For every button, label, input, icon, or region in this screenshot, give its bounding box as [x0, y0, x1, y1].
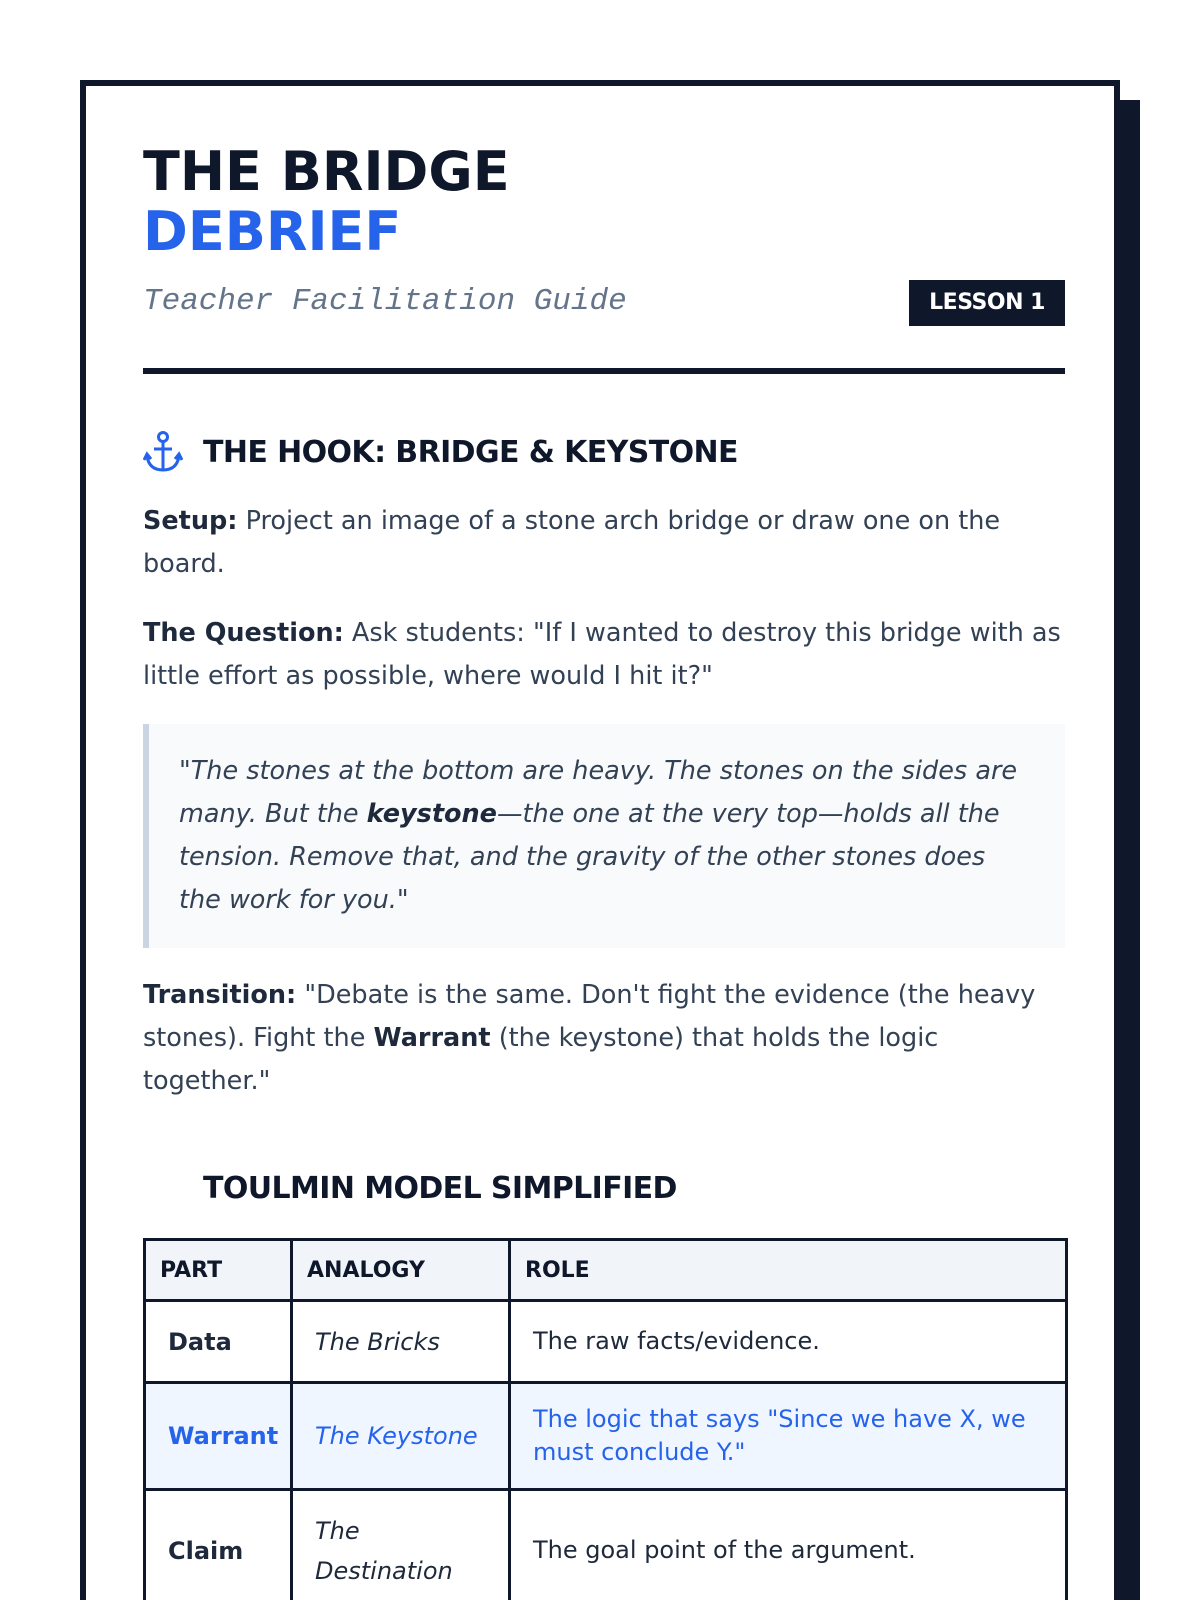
hook-heading: THE HOOK: BRIDGE & KEYSTONE: [203, 434, 738, 470]
question-label: The Question:: [143, 618, 344, 648]
question-paragraph: [143, 612, 1065, 698]
transition-label: Transition:: [143, 980, 297, 1010]
column-header-analogy: ANALOGY: [292, 1240, 510, 1301]
table-row-warrant: [145, 1383, 1067, 1490]
header-divider: [143, 368, 1065, 374]
part-cell: Data: [145, 1301, 292, 1383]
keystone-quote: [143, 724, 1065, 948]
transition-warrant: Warrant: [373, 1023, 491, 1053]
anchor-icon: [143, 430, 183, 474]
column-header-part: PART: [145, 1240, 292, 1301]
transition-text-start: "Debate is the same. Don't fight the evidence (the heavy stones). Fight the: [143, 980, 1036, 1053]
part-cell: Claim: [145, 1490, 292, 1600]
role-cell: The goal point of the argument.: [510, 1490, 1067, 1600]
subtitle: Teacher Facilitation Guide: [143, 284, 627, 319]
setup-text: Project an image of a stone arch bridge or draw one on the board.: [143, 506, 1001, 579]
card-content: [143, 142, 1065, 1600]
quote-text-start: "The stones at the bottom are heavy. The stones on the sides are many. But the: [179, 756, 1018, 829]
column-header-role: ROLE: [510, 1240, 1067, 1301]
table-row-data: [145, 1301, 1067, 1383]
table-row-claim: [145, 1490, 1067, 1600]
quote-text-end: —the one at the very top—holds all the tension. Remove that, and the gravity of the other stones does the work for you.": [179, 799, 1000, 915]
quote-keystone: keystone: [366, 799, 497, 829]
table-header-row: [145, 1240, 1067, 1301]
title-line-1: THE BRIDGE: [143, 140, 510, 203]
role-cell: The logic that says "Since we have X, we must conclude Y.": [510, 1383, 1067, 1490]
subtitle-row: [143, 280, 1065, 328]
role-cell: The raw facts/evidence.: [510, 1301, 1067, 1383]
analogy-cell: The Destination: [292, 1490, 510, 1600]
question-text: Ask students: "If I wanted to destroy this bridge with as little effort as possible, where would I hit it?": [143, 618, 1061, 691]
part-cell: Warrant: [145, 1383, 292, 1490]
title-line-2: DEBRIEF: [143, 200, 402, 263]
toulmin-title: TOULMIN MODEL SIMPLIFIED: [203, 1171, 677, 1206]
guide-card: [80, 80, 1120, 1600]
setup-label: Setup:: [143, 506, 238, 536]
hook-section-header: [143, 430, 1065, 474]
transition-paragraph: [143, 974, 1065, 1103]
lesson-badge: LESSON 1: [909, 280, 1065, 326]
analogy-cell: The Bricks: [292, 1301, 510, 1383]
transition-text-end: (the keystone) that holds the logic together.": [143, 1023, 939, 1096]
setup-paragraph: [143, 500, 1065, 586]
toulmin-table: [143, 1238, 1068, 1600]
analogy-cell: The Keystone: [292, 1383, 510, 1490]
